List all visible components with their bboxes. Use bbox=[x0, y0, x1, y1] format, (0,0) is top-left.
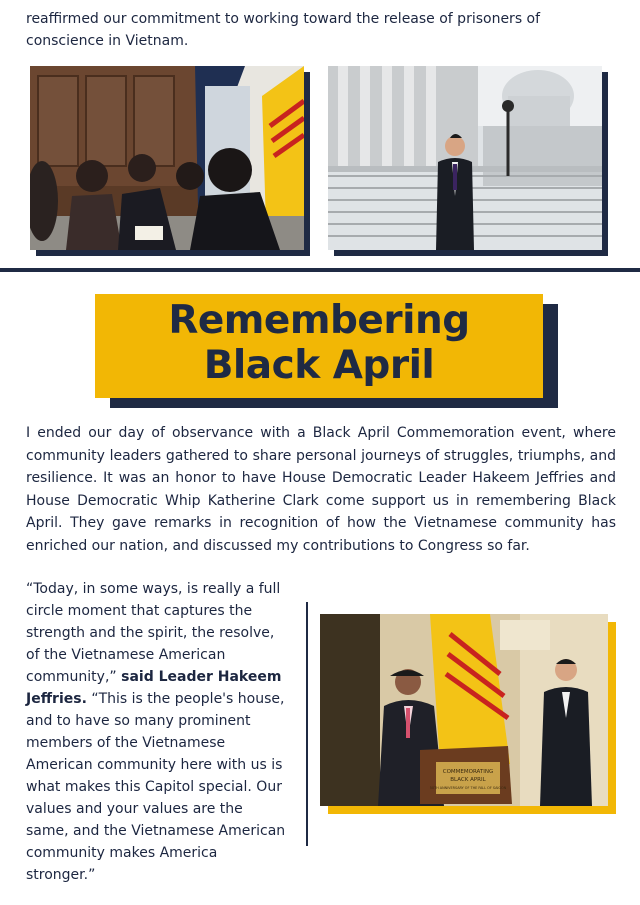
intro-text: reaffirmed our commitment to working toward the release of prisoners of conscience in Vietnam. bbox=[26, 11, 541, 49]
section-divider bbox=[0, 268, 640, 272]
body-paragraph: I ended our day of observance with a Black April Commemoration event, where community leaders gathered to share personal journeys of struggles, triumphs, and resilience. It was an honor to have House Democratic Leader Hakeem Jeffries and House Democratic Whip Katherine Clark come support us in remembering Black April. They gave remarks in recognition of how the Vietnamese community has enriched our nation, and discussed my contributions to Congress so far. bbox=[26, 425, 616, 554]
meeting-room-image bbox=[30, 66, 304, 250]
capitol-photo bbox=[328, 66, 608, 256]
podium-sign-line-2: BLACK APRIL bbox=[450, 777, 486, 783]
title-line-1: Remembering bbox=[168, 298, 470, 343]
event-photo bbox=[320, 614, 616, 814]
podium-sign-line-3: 50TH ANNIVERSARY OF THE FALL OF SAIGON bbox=[429, 786, 507, 790]
jeffries-quote bbox=[26, 578, 288, 886]
quote-divider bbox=[306, 602, 308, 846]
quote-part-1: “Today, in some ways, is really a full circle moment that captures the strength and the spirit, the resolve, of the Vietnamese American community,” bbox=[26, 581, 281, 685]
meeting-photo bbox=[30, 66, 310, 256]
quote-part-2: “This is the people's house, and to have so many prominent members of the Vietnamese American community here with us is what makes this Capitol special. Our values and your values are the same, and the Vietnamese American community makes America stronger.” bbox=[26, 691, 286, 883]
section-title bbox=[95, 294, 543, 398]
quote-attribution: said Leader Hakeem Jeffries. bbox=[26, 669, 282, 707]
title-line-2: Black April bbox=[203, 343, 435, 388]
podium-event-image bbox=[320, 614, 608, 806]
capitol-steps-image bbox=[328, 66, 602, 250]
podium-sign-line-1: COMMEMORATING bbox=[442, 769, 494, 775]
